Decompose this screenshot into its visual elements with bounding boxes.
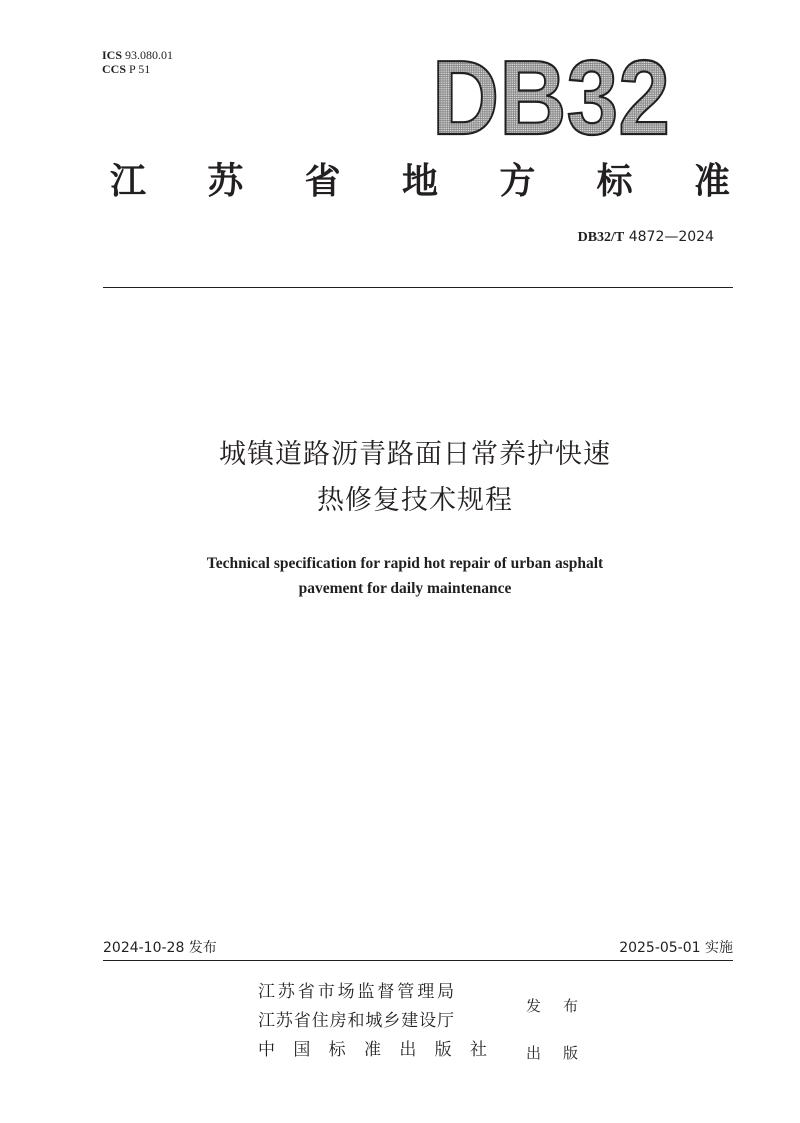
role-publish-char: 版 — [562, 1044, 578, 1062]
ccs-row — [102, 62, 173, 76]
db32-logo — [432, 39, 672, 157]
standard-type-char: 标 — [596, 161, 633, 202]
title-cn-line2: 热修复技术规程 — [317, 485, 513, 516]
standard-type-char: 地 — [401, 161, 438, 202]
standard-code-prefix: DB32/T — [577, 230, 625, 245]
document-title-en — [100, 551, 710, 601]
standard-type-char: 江 — [110, 161, 147, 202]
role-issue-char: 发 — [526, 997, 542, 1015]
standard-type-char: 省 — [304, 161, 341, 202]
ccs-value: P 51 — [129, 62, 151, 76]
issue-date: 2024-10-28 发布 — [103, 940, 217, 956]
standard-code-number: 4872—2024 — [628, 229, 714, 245]
publisher-char: 标 — [328, 1040, 346, 1060]
issuing-org-2 — [258, 1007, 487, 1036]
role-publish — [526, 1043, 578, 1063]
ics-row — [102, 48, 173, 62]
classification-codes — [102, 48, 173, 76]
top-divider — [103, 287, 733, 288]
role-issue — [526, 996, 578, 1016]
standard-type-char: 苏 — [207, 161, 244, 202]
publisher-char: 社 — [469, 1040, 487, 1060]
publisher-name — [258, 1036, 487, 1065]
role-issue-char: 布 — [562, 997, 578, 1015]
title-en-line2: pavement for daily maintenance — [298, 580, 512, 597]
publisher-char: 版 — [434, 1040, 452, 1060]
issuing-org-2-name: 江苏省住房和城乡建设厅 — [258, 1011, 455, 1031]
document-title-cn — [100, 432, 730, 524]
publisher-char: 准 — [363, 1040, 381, 1060]
publisher-char: 中 — [258, 1040, 275, 1060]
standard-type-char: 准 — [693, 161, 730, 202]
implementation-date: 2025-05-01 实施 — [619, 940, 733, 956]
issuing-org-1-name: 江苏省市场监督管理局 — [258, 982, 457, 1002]
publisher-char: 出 — [399, 1040, 417, 1060]
role-publish-char: 出 — [526, 1044, 542, 1062]
title-en-line1: Technical specification for rapid hot repair of urban asphalt — [206, 555, 604, 572]
ics-value: 93.080.01 — [125, 48, 174, 62]
publisher-char: 国 — [293, 1040, 311, 1060]
standard-type-heading — [110, 158, 730, 206]
db32-logo-text: DB32 — [432, 39, 670, 157]
standard-type-char: 方 — [499, 161, 536, 202]
issuing-org-1 — [258, 978, 487, 1007]
standard-code — [578, 228, 714, 247]
bottom-divider — [103, 960, 733, 961]
publisher-block — [258, 978, 487, 1065]
title-cn-line1: 城镇道路沥青路面日常养护快速 — [219, 439, 611, 470]
ics-label: ICS — [102, 48, 123, 62]
ccs-label: CCS — [102, 62, 127, 76]
